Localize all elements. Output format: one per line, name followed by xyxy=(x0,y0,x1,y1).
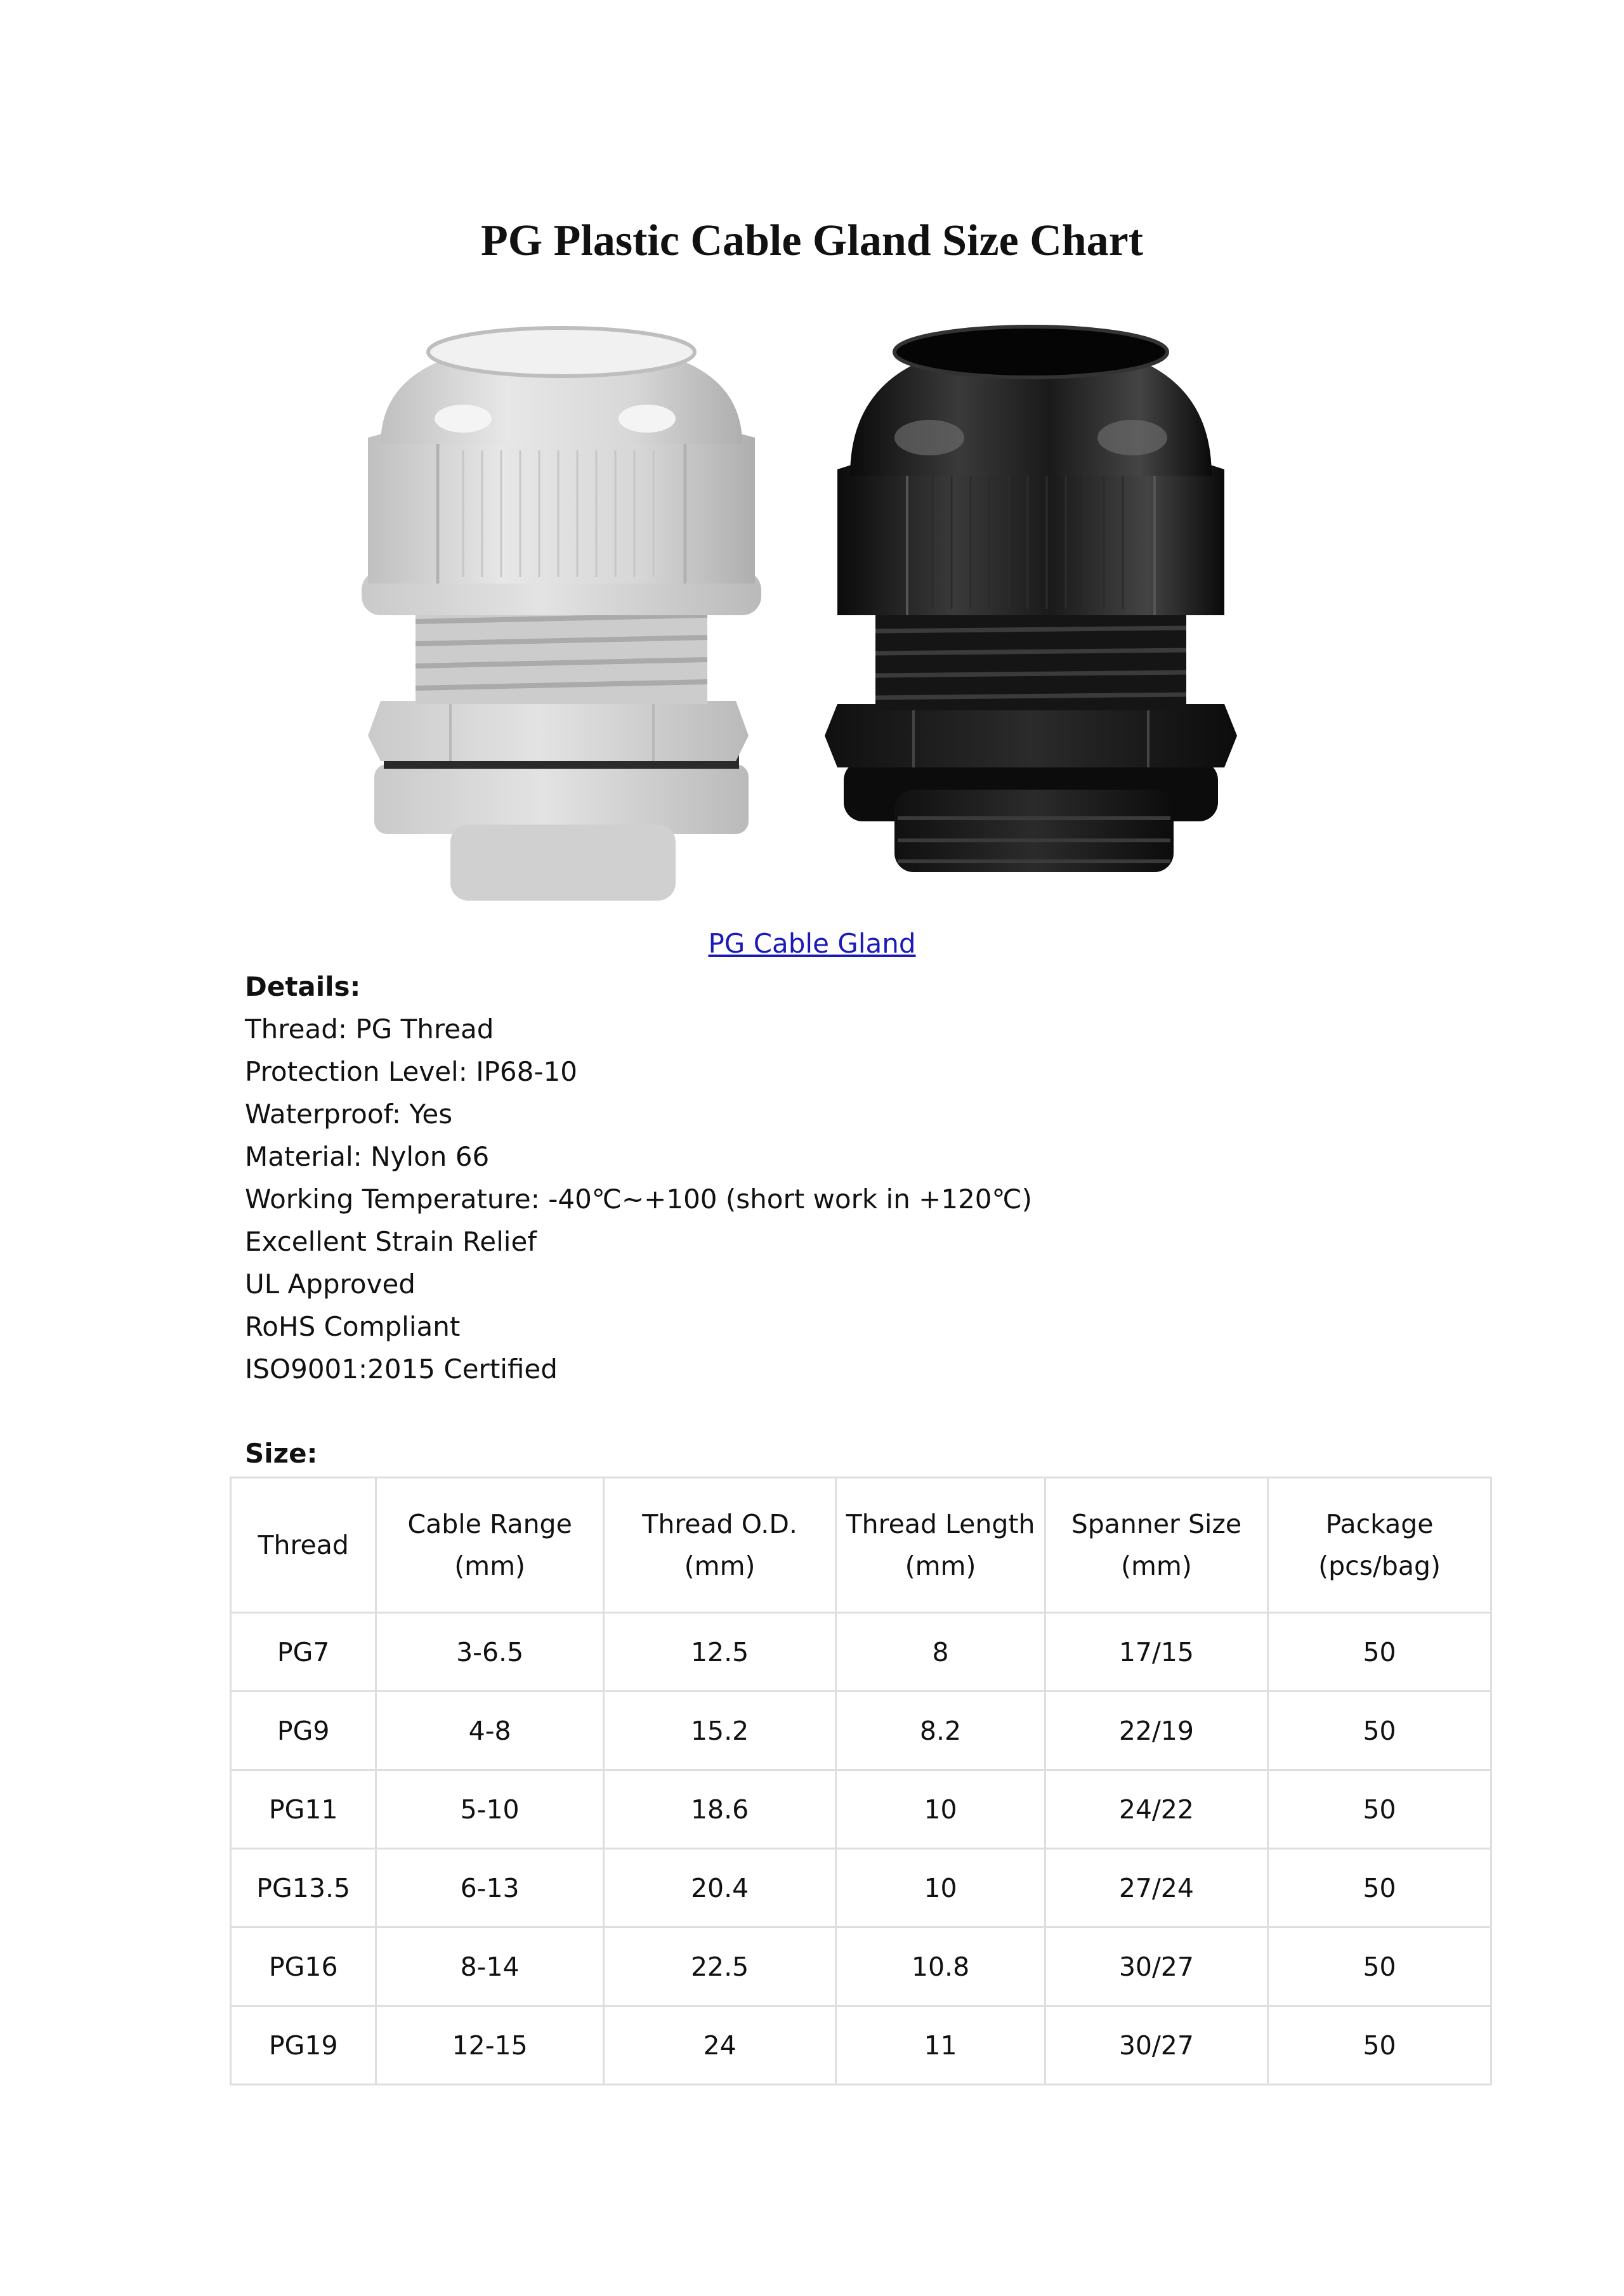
header-cable-range-unit: (mm) xyxy=(454,1551,526,1581)
detail-iso: ISO9001:2015 Certified xyxy=(245,1353,558,1385)
cell-package: 50 xyxy=(1268,2006,1491,2085)
detail-protection-level: Protection Level: IP68-10 xyxy=(245,1056,577,1087)
details-heading: Details: xyxy=(245,971,361,1002)
cell-thread-length: 11 xyxy=(836,2006,1045,2085)
header-spanner-size-label: Spanner Size xyxy=(1071,1509,1242,1539)
cell-package: 50 xyxy=(1268,1927,1491,2006)
details-section xyxy=(245,965,1032,1390)
detail-working-temperature: Working Temperature: -40℃~+100 (short work in +120℃) xyxy=(245,1184,1033,1215)
cell-thread: PG16 xyxy=(231,1927,376,2006)
pg-cable-gland-link[interactable]: PG Cable Gland xyxy=(708,928,916,959)
header-thread-od-unit: (mm) xyxy=(684,1551,756,1581)
cell-cable-range: 5-10 xyxy=(376,1770,603,1849)
cell-thread: PG7 xyxy=(231,1613,376,1692)
cell-package: 50 xyxy=(1268,1770,1491,1849)
table-row xyxy=(231,1849,1491,1927)
header-thread-od xyxy=(603,1478,836,1613)
detail-ul-approved: UL Approved xyxy=(245,1269,416,1300)
header-cable-range xyxy=(376,1478,603,1613)
cell-thread-length: 10.8 xyxy=(836,1927,1045,2006)
cell-thread-od: 20.4 xyxy=(603,1849,836,1927)
cell-thread: PG9 xyxy=(231,1692,376,1770)
header-package xyxy=(1268,1478,1491,1613)
cell-cable-range: 6-13 xyxy=(376,1849,603,1927)
header-thread-length-unit: (mm) xyxy=(905,1551,976,1581)
header-thread-length xyxy=(836,1478,1045,1613)
header-spanner-size-unit: (mm) xyxy=(1120,1551,1192,1581)
header-thread-length-label: Thread Length xyxy=(846,1509,1035,1539)
cell-spanner-size: 17/15 xyxy=(1045,1613,1267,1692)
cable-gland-photo xyxy=(355,317,1281,926)
cell-spanner-size: 27/24 xyxy=(1045,1849,1267,1927)
cell-thread: PG13.5 xyxy=(231,1849,376,1927)
detail-rohs: RoHS Compliant xyxy=(245,1311,461,1342)
size-table xyxy=(230,1477,1492,2085)
cell-thread-od: 15.2 xyxy=(603,1692,836,1770)
header-spanner-size xyxy=(1045,1478,1267,1613)
cell-thread-od: 12.5 xyxy=(603,1613,836,1692)
table-row xyxy=(231,2006,1491,2085)
header-cable-range-label: Cable Range xyxy=(407,1509,572,1539)
header-thread-od-label: Thread O.D. xyxy=(642,1509,797,1539)
cell-spanner-size: 30/27 xyxy=(1045,2006,1267,2085)
pg-cable-gland-link-wrap xyxy=(0,925,1624,963)
header-package-unit: (pcs/bag) xyxy=(1318,1551,1441,1581)
header-package-label: Package xyxy=(1325,1509,1434,1539)
grey-gland xyxy=(362,328,761,901)
cell-thread: PG19 xyxy=(231,2006,376,2085)
cell-cable-range: 8-14 xyxy=(376,1927,603,2006)
cell-thread: PG11 xyxy=(231,1770,376,1849)
cell-thread-length: 8.2 xyxy=(836,1692,1045,1770)
table-row xyxy=(231,1692,1491,1770)
cell-package: 50 xyxy=(1268,1849,1491,1927)
cell-thread-length: 10 xyxy=(836,1849,1045,1927)
header-thread-label: Thread xyxy=(258,1530,349,1560)
cell-package: 50 xyxy=(1268,1692,1491,1770)
table-row xyxy=(231,1770,1491,1849)
cell-cable-range: 4-8 xyxy=(376,1692,603,1770)
cell-thread-length: 10 xyxy=(836,1770,1045,1849)
cell-spanner-size: 30/27 xyxy=(1045,1927,1267,2006)
cell-thread-length: 8 xyxy=(836,1613,1045,1692)
cell-spanner-size: 24/22 xyxy=(1045,1770,1267,1849)
cell-thread-od: 24 xyxy=(603,2006,836,2085)
page-title: PG Plastic Cable Gland Size Chart xyxy=(480,216,1144,265)
cell-package: 50 xyxy=(1268,1613,1491,1692)
table-row xyxy=(231,1927,1491,2006)
table-row xyxy=(231,1613,1491,1692)
detail-material: Material: Nylon 66 xyxy=(245,1141,490,1172)
detail-strain-relief: Excellent Strain Relief xyxy=(245,1226,537,1257)
cell-cable-range: 3-6.5 xyxy=(376,1613,603,1692)
header-thread xyxy=(231,1478,376,1613)
detail-thread: Thread: PG Thread xyxy=(245,1014,494,1045)
size-heading: Size: xyxy=(245,1438,318,1469)
cell-thread-od: 22.5 xyxy=(603,1927,836,2006)
cell-thread-od: 18.6 xyxy=(603,1770,836,1849)
black-gland xyxy=(825,327,1237,872)
cell-cable-range: 12-15 xyxy=(376,2006,603,2085)
detail-waterproof: Waterproof: Yes xyxy=(245,1099,453,1130)
size-table-header-row xyxy=(231,1478,1491,1613)
cell-spanner-size: 22/19 xyxy=(1045,1692,1267,1770)
